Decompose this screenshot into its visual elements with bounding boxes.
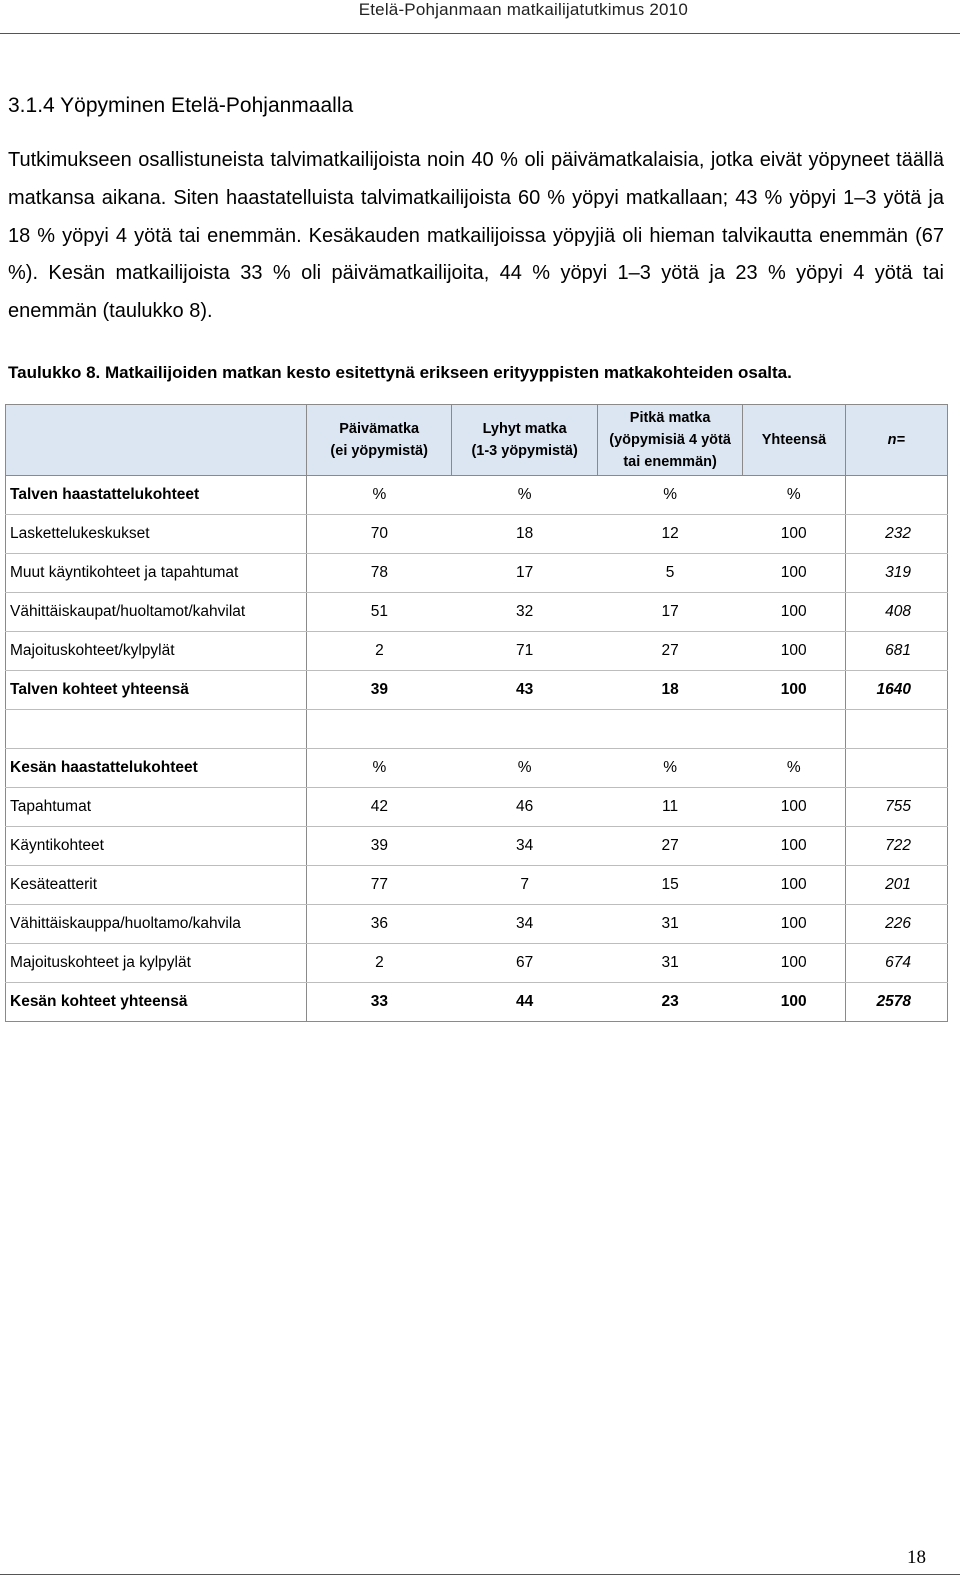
table-row [6, 632, 948, 671]
value-cell: 43 [452, 671, 597, 710]
row-label: Laskettelukeskukset [6, 515, 307, 554]
table-row [6, 515, 948, 554]
table-section-row-summer [6, 749, 948, 788]
header-long-trip-line3: tai enemmän) [623, 454, 717, 470]
row-label: Käyntikohteet [6, 827, 307, 866]
row-label: Vähittäiskauppa/huoltamo/kahvila [6, 905, 307, 944]
header-long-trip-line1: Pitkä matka [629, 410, 711, 426]
header-empty-cell [6, 405, 307, 476]
row-label: Muut käyntikohteet ja tapahtumat [6, 554, 307, 593]
page-number: 18 [907, 1547, 926, 1568]
unit-cell: % [597, 476, 742, 515]
header-long-trip-line2: (yöpymisiä 4 yötä [609, 432, 731, 448]
table-total-row-winter [6, 671, 948, 710]
value-cell: 2 [306, 944, 451, 983]
spacer-cell [845, 710, 947, 749]
value-cell: 100 [743, 593, 845, 632]
trip-duration-table [5, 404, 948, 1022]
value-cell: 100 [743, 515, 845, 554]
table-section-row-winter [6, 476, 948, 515]
table-row [6, 866, 948, 905]
row-label: Kesän kohteet yhteensä [6, 983, 307, 1022]
value-cell: 18 [597, 671, 742, 710]
row-label: Kesäteatterit [6, 866, 307, 905]
value-cell: 77 [306, 866, 451, 905]
value-cell: 100 [743, 983, 845, 1022]
value-cell: 31 [597, 905, 742, 944]
n-cell: 681 [845, 632, 947, 671]
unit-cell: % [306, 476, 451, 515]
header-short-trip-line2: (1-3 yöpymistä) [471, 443, 578, 459]
n-cell [845, 749, 947, 788]
value-cell: 34 [452, 905, 597, 944]
value-cell: 67 [452, 944, 597, 983]
row-label: Vähittäiskaupat/huoltamot/kahvilat [6, 593, 307, 632]
table-caption: Taulukko 8. Matkailijoiden matkan kesto esitettynä erikseen erityyppisten matkakohteiden osalta. [8, 363, 792, 382]
value-cell: 32 [452, 593, 597, 632]
value-cell: 100 [743, 827, 845, 866]
spacer-cell [6, 710, 307, 749]
unit-cell: % [743, 476, 845, 515]
value-cell: 44 [452, 983, 597, 1022]
value-cell: 51 [306, 593, 451, 632]
section-label: Talven haastattelukohteet [6, 476, 307, 515]
table-row [6, 593, 948, 632]
n-cell: 408 [845, 593, 947, 632]
value-cell: 100 [743, 671, 845, 710]
table-header-row [6, 405, 948, 476]
table-row [6, 788, 948, 827]
value-cell: 39 [306, 827, 451, 866]
header-long-trip [597, 405, 742, 476]
table-row [6, 944, 948, 983]
value-cell: 100 [743, 944, 845, 983]
n-cell: 319 [845, 554, 947, 593]
section-label: Kesän haastattelukohteet [6, 749, 307, 788]
value-cell: 17 [597, 593, 742, 632]
table-row [6, 827, 948, 866]
n-cell: 232 [845, 515, 947, 554]
value-cell: 36 [306, 905, 451, 944]
value-cell: 12 [597, 515, 742, 554]
value-cell: 71 [452, 632, 597, 671]
footer-divider [0, 1574, 960, 1575]
header-day-trip-line2: (ei yöpymistä) [330, 443, 428, 459]
value-cell: 2 [306, 632, 451, 671]
value-cell: 31 [597, 944, 742, 983]
value-cell: 7 [452, 866, 597, 905]
table-total-row-summer [6, 983, 948, 1022]
value-cell: 46 [452, 788, 597, 827]
value-cell: 15 [597, 866, 742, 905]
header-n: n= [845, 405, 947, 476]
header-divider [0, 33, 960, 34]
value-cell: 100 [743, 632, 845, 671]
value-cell: 78 [306, 554, 451, 593]
n-cell: 755 [845, 788, 947, 827]
value-cell: 23 [597, 983, 742, 1022]
row-label: Majoituskohteet/kylpylät [6, 632, 307, 671]
unit-cell: % [743, 749, 845, 788]
value-cell: 70 [306, 515, 451, 554]
value-cell: 18 [452, 515, 597, 554]
n-cell [845, 476, 947, 515]
unit-cell: % [452, 476, 597, 515]
value-cell: 100 [743, 554, 845, 593]
n-cell: 674 [845, 944, 947, 983]
value-cell: 39 [306, 671, 451, 710]
spacer-cell [306, 710, 845, 749]
section-heading: 3.1.4 Yöpyminen Etelä-Pohjanmaalla [8, 94, 354, 117]
n-cell: 1640 [845, 671, 947, 710]
header-day-trip-line1: Päivämatka [339, 421, 420, 437]
value-cell: 100 [743, 866, 845, 905]
unit-cell: % [452, 749, 597, 788]
header-short-trip-line1: Lyhyt matka [482, 421, 567, 437]
value-cell: 100 [743, 788, 845, 827]
value-cell: 5 [597, 554, 742, 593]
table-row [6, 905, 948, 944]
value-cell: 42 [306, 788, 451, 827]
table-spacer-row [6, 710, 948, 749]
header-short-trip [452, 405, 597, 476]
n-cell: 201 [845, 866, 947, 905]
header-total: Yhteensä [743, 405, 845, 476]
value-cell: 27 [597, 632, 742, 671]
unit-cell: % [597, 749, 742, 788]
header-day-trip [306, 405, 451, 476]
value-cell: 11 [597, 788, 742, 827]
value-cell: 33 [306, 983, 451, 1022]
value-cell: 100 [743, 905, 845, 944]
value-cell: 17 [452, 554, 597, 593]
body-paragraph: Tutkimukseen osallistuneista talvimatkailijoista noin 40 % oli päivämatkalaisia, jotka eivät yöpyneet täällä matkansa aikana. Siten haastatelluista talvimatkailijoista 60 % yöpyi matkallaan; 43 % yöpyi 1–3 yötä ja 18 % yöpyi 4 yötä tai enemmän. Kesäkauden matkailijoissa yöpyjiä oli hieman talvikautta enemmän (67 %). Kesän matkailijoista 33 % oli päivämatkailijoita, 44 % yöpyi 1–3 yötä ja 23 % yöpyi 4 yötä tai enemmän (taulukko 8). [8, 149, 944, 323]
value-cell: 34 [452, 827, 597, 866]
n-cell: 2578 [845, 983, 947, 1022]
n-cell: 226 [845, 905, 947, 944]
table-row [6, 554, 948, 593]
running-header: Etelä-Pohjanmaan matkailijatutkimus 2010 [358, 0, 688, 19]
row-label: Talven kohteet yhteensä [6, 671, 307, 710]
value-cell: 27 [597, 827, 742, 866]
unit-cell: % [306, 749, 451, 788]
row-label: Tapahtumat [6, 788, 307, 827]
n-cell: 722 [845, 827, 947, 866]
row-label: Majoituskohteet ja kylpylät [6, 944, 307, 983]
